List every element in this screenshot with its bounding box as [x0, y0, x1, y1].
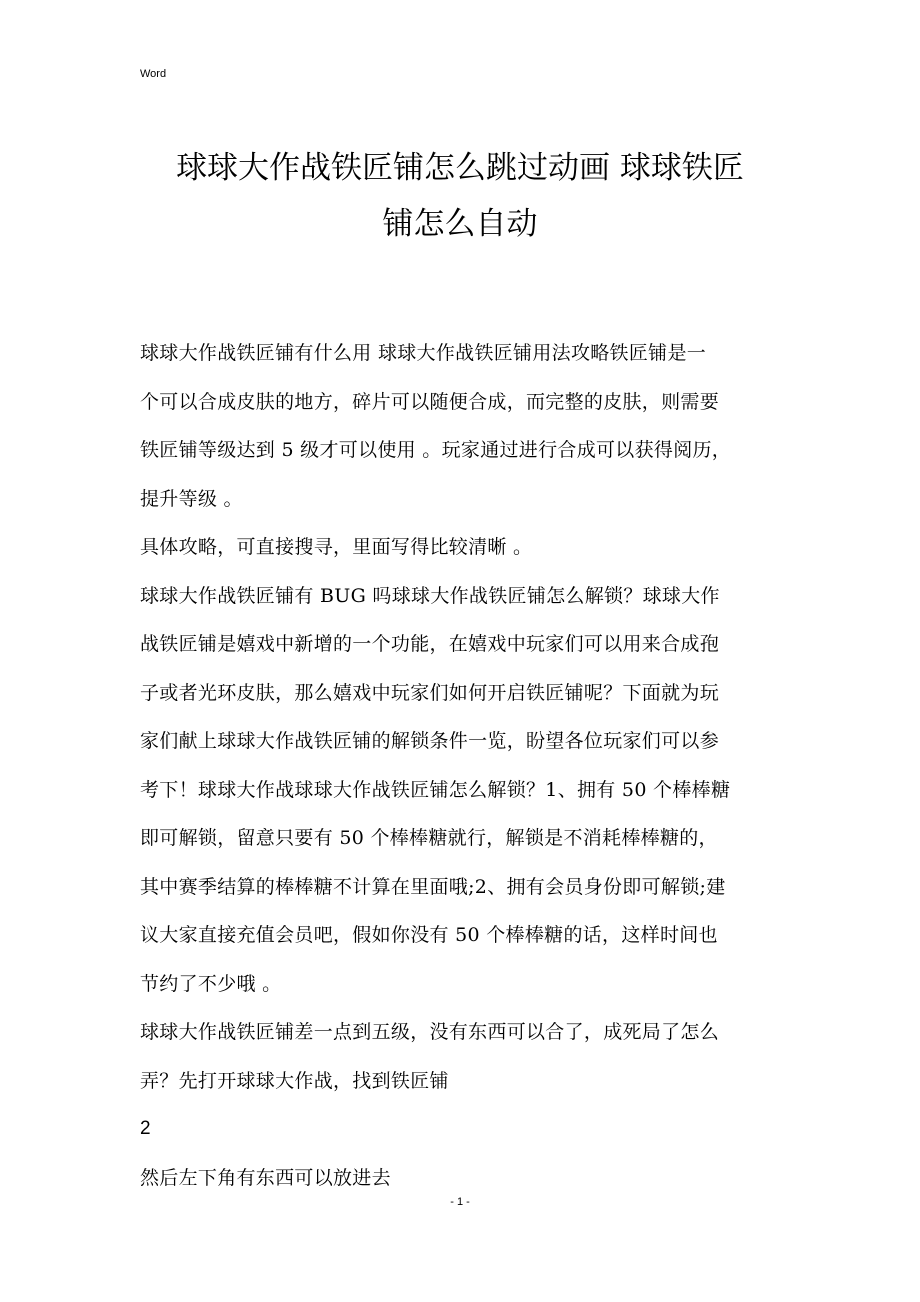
paragraph-usage — [140, 329, 790, 523]
text-line: 球球大作战铁匠铺有什么用 球球大作战铁匠铺用法攻略铁匠铺是一 — [140, 342, 707, 364]
text-line: 弄？先打开球球大作战，找到铁匠铺 — [140, 1069, 449, 1092]
text-line: 节约了不少哦 。 — [140, 972, 282, 995]
text-line: 考下！球球大作战球球大作战铁匠铺怎么解锁？1、拥有 50 个棒棒糖 — [140, 778, 731, 801]
document-title — [120, 140, 800, 252]
document-body — [140, 329, 790, 1202]
text-line: 子或者光环皮肤，那么嬉戏中玩家们如何开启铁匠铺呢？下面就为玩 — [140, 681, 720, 704]
text-line: 2 — [140, 1118, 151, 1139]
text-line: 铁匠铺等级达到 5 级才可以使用 。玩家通过进行合成可以获得阅历， — [140, 439, 732, 461]
paragraph-deadlock — [140, 1008, 790, 1105]
paragraph-strategy — [140, 523, 790, 572]
text-line: 战铁匠铺是嬉戏中新增的一个功能，在嬉戏中玩家们可以用来合成孢 — [140, 633, 720, 655]
title-line-1: 球球大作战铁匠铺怎么跳过动画 球球铁匠 — [176, 150, 744, 186]
text-line: 然后左下角有东西可以放进去 — [140, 1166, 391, 1189]
text-line: 球球大作战铁匠铺差一点到五级，没有东西可以合了，成死局了怎么 — [140, 1021, 720, 1043]
page-number: - 1 - — [450, 1196, 470, 1208]
text-line: 其中赛季结算的棒棒糖不计算在里面哦;2、拥有会员身份即可解锁;建 — [140, 875, 726, 898]
title-line-2: 铺怎么自动 — [382, 206, 538, 242]
step-number — [140, 1105, 790, 1154]
paragraph-unlock — [140, 572, 790, 1009]
text-line: 个可以合成皮肤的地方，碎片可以随便合成，而完整的皮肤，则需要 — [140, 390, 720, 413]
text-line: 具体攻略，可直接搜寻，里面写得比较清晰 。 — [140, 536, 533, 558]
text-line: 家们献上球球大作战铁匠铺的解锁条件一览，盼望各位玩家们可以参 — [140, 730, 720, 752]
text-line: 议大家直接充值会员吧，假如你没有 50 个棒棒糖的话，这样时间也 — [140, 924, 718, 946]
text-line: 球球大作战铁匠铺有 BUG 吗球球大作战铁匠铺怎么解锁？球球大作 — [140, 584, 720, 607]
text-line: 提升等级 。 — [140, 487, 243, 510]
paragraph-step-2 — [140, 1154, 790, 1203]
text-line: 即可解锁，留意只要有 50 个棒棒糖就行，解锁是不消耗棒棒糖的， — [140, 827, 718, 849]
document-header: Word — [140, 68, 167, 80]
